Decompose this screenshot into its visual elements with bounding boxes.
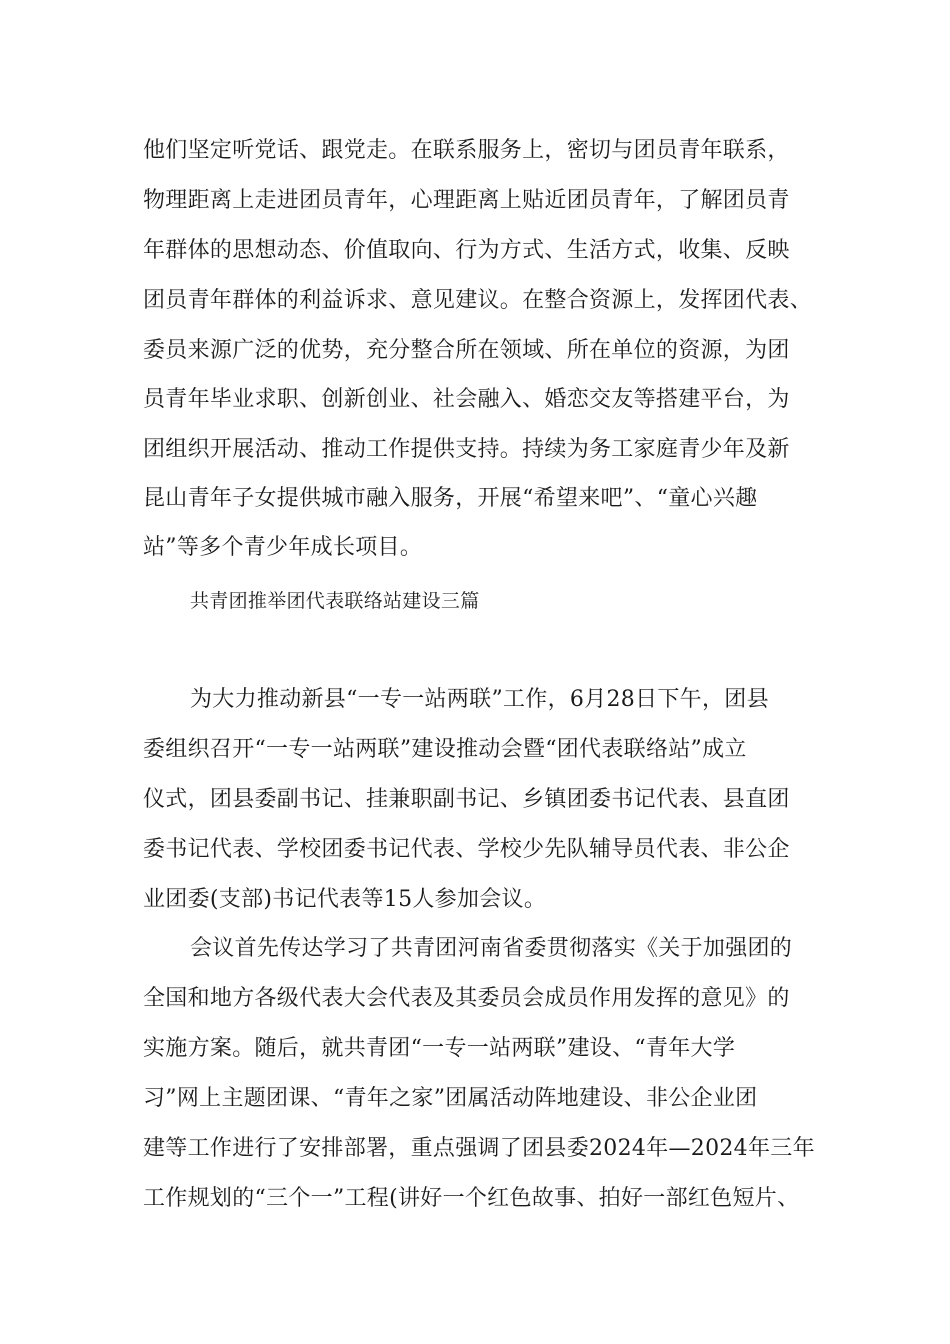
text-line: 习”网上主题团课、“青年之家”团属活动阵地建设、非公企业团 (143, 1086, 758, 1111)
text-line: 仪式，团县委副书记、挂兼职副书记、乡镇团委书记代表、县直团 (143, 787, 790, 812)
text-line: 为大力推动新县“一专一站两联”工作，6月28日下午，团县 (190, 687, 769, 712)
text-line: 实施方案。随后，就共青团“一专一站两联”建设、“青年大学 (143, 1036, 736, 1061)
text-line: 委书记代表、学校团委书记代表、学校少先队辅导员代表、非公企 (143, 837, 790, 862)
text-line: 委员来源广泛的优势，充分整合所在领域、所在单位的资源，为团 (143, 338, 790, 363)
text-line: 物理距离上走进团员青年，心理距离上贴近团员青年，了解团员青 (143, 188, 790, 213)
text-line: 员青年毕业求职、创新创业、社会融入、婚恋交友等搭建平台，为 (143, 387, 790, 412)
text-line: 委组织召开“一专一站两联”建设推动会暨“团代表联络站”成立 (143, 737, 747, 762)
text-line: 会议首先传达学习了共青团河南省委贯彻落实《关于加强团的 (190, 936, 793, 961)
text-line: 业团委(支部)书记代表等15人参加会议。 (143, 887, 547, 912)
text-line: 站”等多个青少年成长项目。 (143, 535, 423, 560)
text-line: 团组织开展活动、推动工作提供支持。持续为务工家庭青少年及新 (143, 437, 790, 462)
text-line: 建等工作进行了安排部署，重点强调了团县委2024年—2024年三年 (143, 1136, 815, 1161)
text-line: 他们坚定听党话、跟党走。在联系服务上，密切与团员青年联系， (143, 138, 790, 163)
section-title: 共青团推举团代表联络站建设三篇 (190, 590, 480, 612)
text-line: 全国和地方各级代表大会代表及其委员会成员作用发挥的意见》的 (143, 986, 790, 1011)
text-line: 工作规划的“三个一”工程(讲好一个红色故事、拍好一部红色短片、 (143, 1186, 800, 1211)
text-line: 昆山青年子女提供城市融入服务，开展“希望来吧”、“童心兴趣 (143, 486, 758, 511)
text-line: 年群体的思想动态、价值取向、行为方式、生活方式，收集、反映 (143, 238, 790, 263)
text-line: 团员青年群体的利益诉求、意见建议。在整合资源上，发挥团代表、 (143, 288, 813, 313)
